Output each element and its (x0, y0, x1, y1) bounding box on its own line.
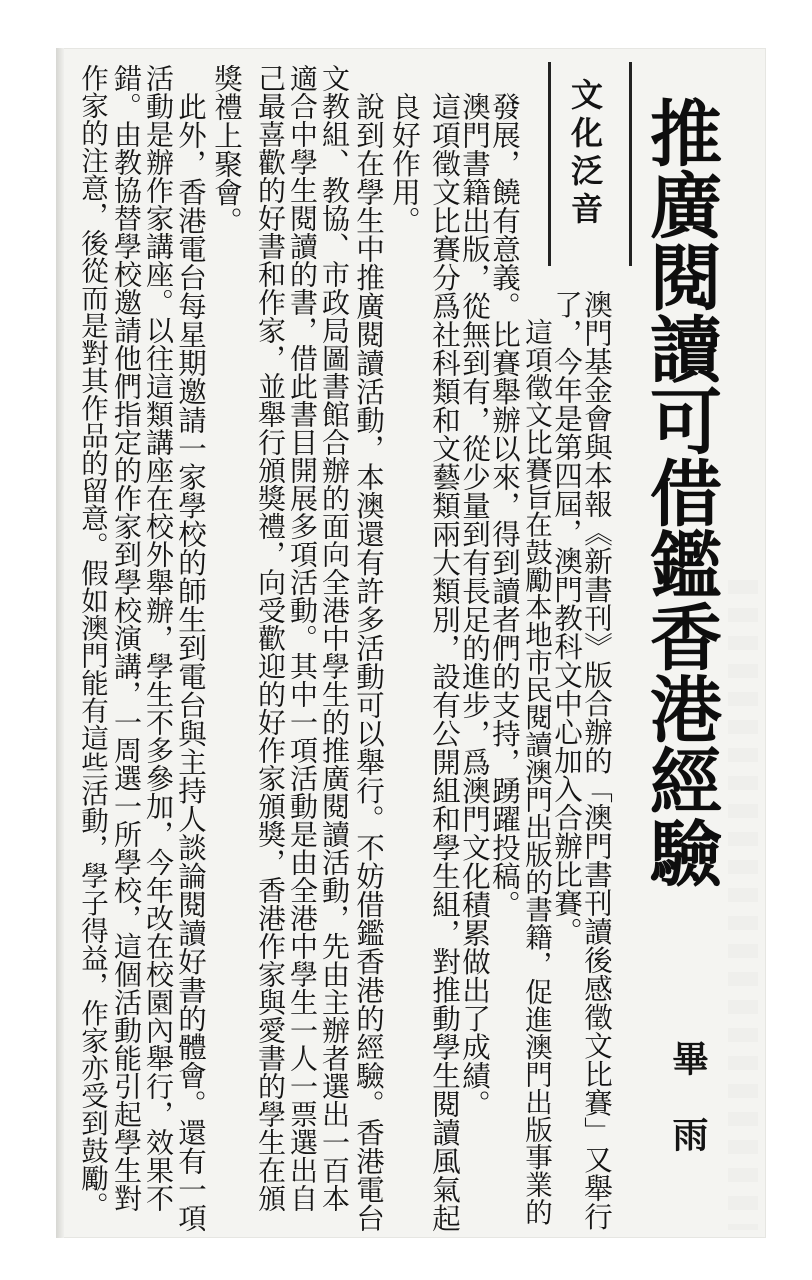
body-line: 澳門書籍出版，從無到有，從少量到有長足的進步，爲澳門文化積累做出了成績。 (458, 92, 491, 1118)
body-line: 澳門基金會與本報《新書刊》版合辦的「澳門書刊讀後感徵文比賽」又舉行 (580, 290, 613, 1231)
body-line: 獎禮上聚會。 (210, 64, 243, 235)
body-line: 了，今年是第四屆，澳門教科文中心加入合辦比賽。 (550, 290, 583, 946)
body-line: 己最喜歡的好書和作家，並舉行頒獎禮，向受歡迎的好作家頒獎，香港作家與愛書的學生在頒 (254, 64, 287, 1212)
body-line: 適合中學生閱讀的書，借此書目開展多項活動。其中一項活動是由全港中學生一人一票選出自 (286, 64, 319, 1212)
body-line: 說到在學生中推廣閱讀活動，本澳還有許多活動可以舉行。不妨借鑑香港的經驗。香港電台 (352, 92, 385, 1232)
body-line: 錯。由教協替學校邀請他們指定的作家到學校演講，一周選一所學校，這個活動能引起學生對 (110, 64, 143, 1212)
body-line: 此外，香港電台每星期邀請一家學校的師生到電台與主持人談論閱讀好書的體會。還有一項 (174, 92, 207, 1232)
body-line: 這項徵文比賽旨在鼓勵本地市民閱讀澳門出版的書籍，促進澳門出版事業的 (520, 318, 552, 1226)
author-byline: 畢雨 (667, 1040, 709, 1192)
article-headline: 推廣閱讀可借鑑香港經驗 (638, 96, 723, 888)
body-line: 發展，饒有意義。比賽舉辦以來，得到讀者們的支持，踴躍投稿。 (488, 92, 521, 919)
column-name: 文化泛音 (566, 78, 604, 230)
body-line: 這項徵文比賽分爲社科類和文藝類兩大類別，設有公開組和學生組，對推動學生閱讀風氣起 (428, 92, 461, 1232)
clipping-left-edge (56, 48, 64, 1238)
body-line: 文教組、教協、市政局圖書館合辦的面向全港中學生的推廣閱讀活動，先由主辦者選出一百本 (318, 64, 351, 1212)
body-line: 良好作用。 (388, 92, 421, 235)
body-line: 作家的注意，後從而是對其作品的留意。假如澳門能有這些活動，學子得益，作家亦受到鼓勵。 (76, 64, 108, 1219)
body-line: 活動是辦作家講座。以往這類講座在校外舉辦，學生不多參加，今年改在校園內舉行，效果不 (142, 64, 175, 1212)
adjacent-column-bleed (728, 580, 758, 1230)
